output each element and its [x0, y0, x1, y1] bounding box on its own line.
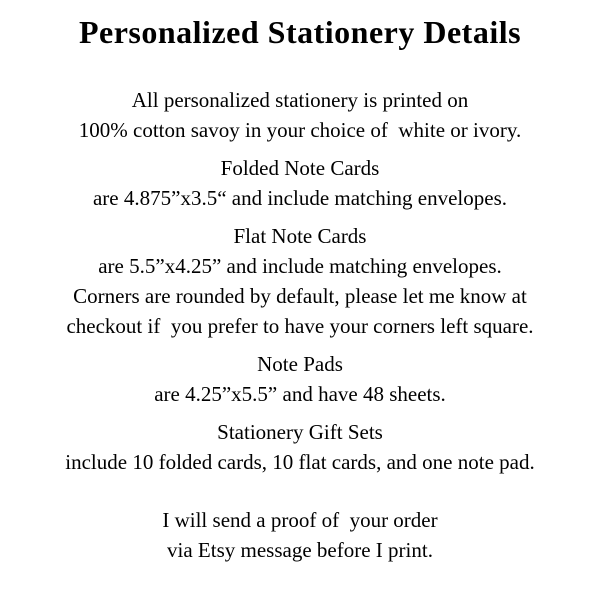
flat-note-cards-size-line: are 5.5”x4.25” and include matching envelopes. — [98, 254, 502, 278]
flat-note-cards-heading: Flat Note Cards — [233, 224, 367, 248]
note-pads-heading: Note Pads — [257, 352, 343, 376]
note-pads-size-line: are 4.25”x5.5” and have 48 sheets. — [154, 382, 446, 406]
folded-note-cards-size-line: are 4.875”x3.5“ and include matching envelopes. — [92, 186, 508, 210]
materials-paragraph — [0, 85, 600, 145]
page-title: Personalized Stationery Details — [78, 14, 522, 50]
flat-note-cards-corners-line-1: Corners are rounded by default, please let me know at — [73, 284, 527, 308]
gift-sets-section — [0, 417, 600, 477]
proof-note-line-1: I will send a proof of your order — [162, 508, 438, 532]
note-pads-section — [0, 349, 600, 409]
gift-sets-heading: Stationery Gift Sets — [217, 420, 383, 444]
materials-line-2: 100% cotton savoy in your choice of white or ivory. — [78, 118, 522, 142]
materials-line-1: All personalized stationery is printed on — [131, 88, 469, 112]
flat-note-cards-corners-line-2: checkout if you prefer to have your corners left square. — [66, 314, 534, 338]
flat-note-cards-section — [0, 221, 600, 341]
gift-sets-contents-line: include 10 folded cards, 10 flat cards, and one note pad. — [65, 450, 535, 474]
proof-note-line-2: via Etsy message before I print. — [167, 538, 433, 562]
proof-note-paragraph — [0, 505, 600, 565]
folded-note-cards-section — [0, 153, 600, 213]
folded-note-cards-heading: Folded Note Cards — [220, 156, 380, 180]
